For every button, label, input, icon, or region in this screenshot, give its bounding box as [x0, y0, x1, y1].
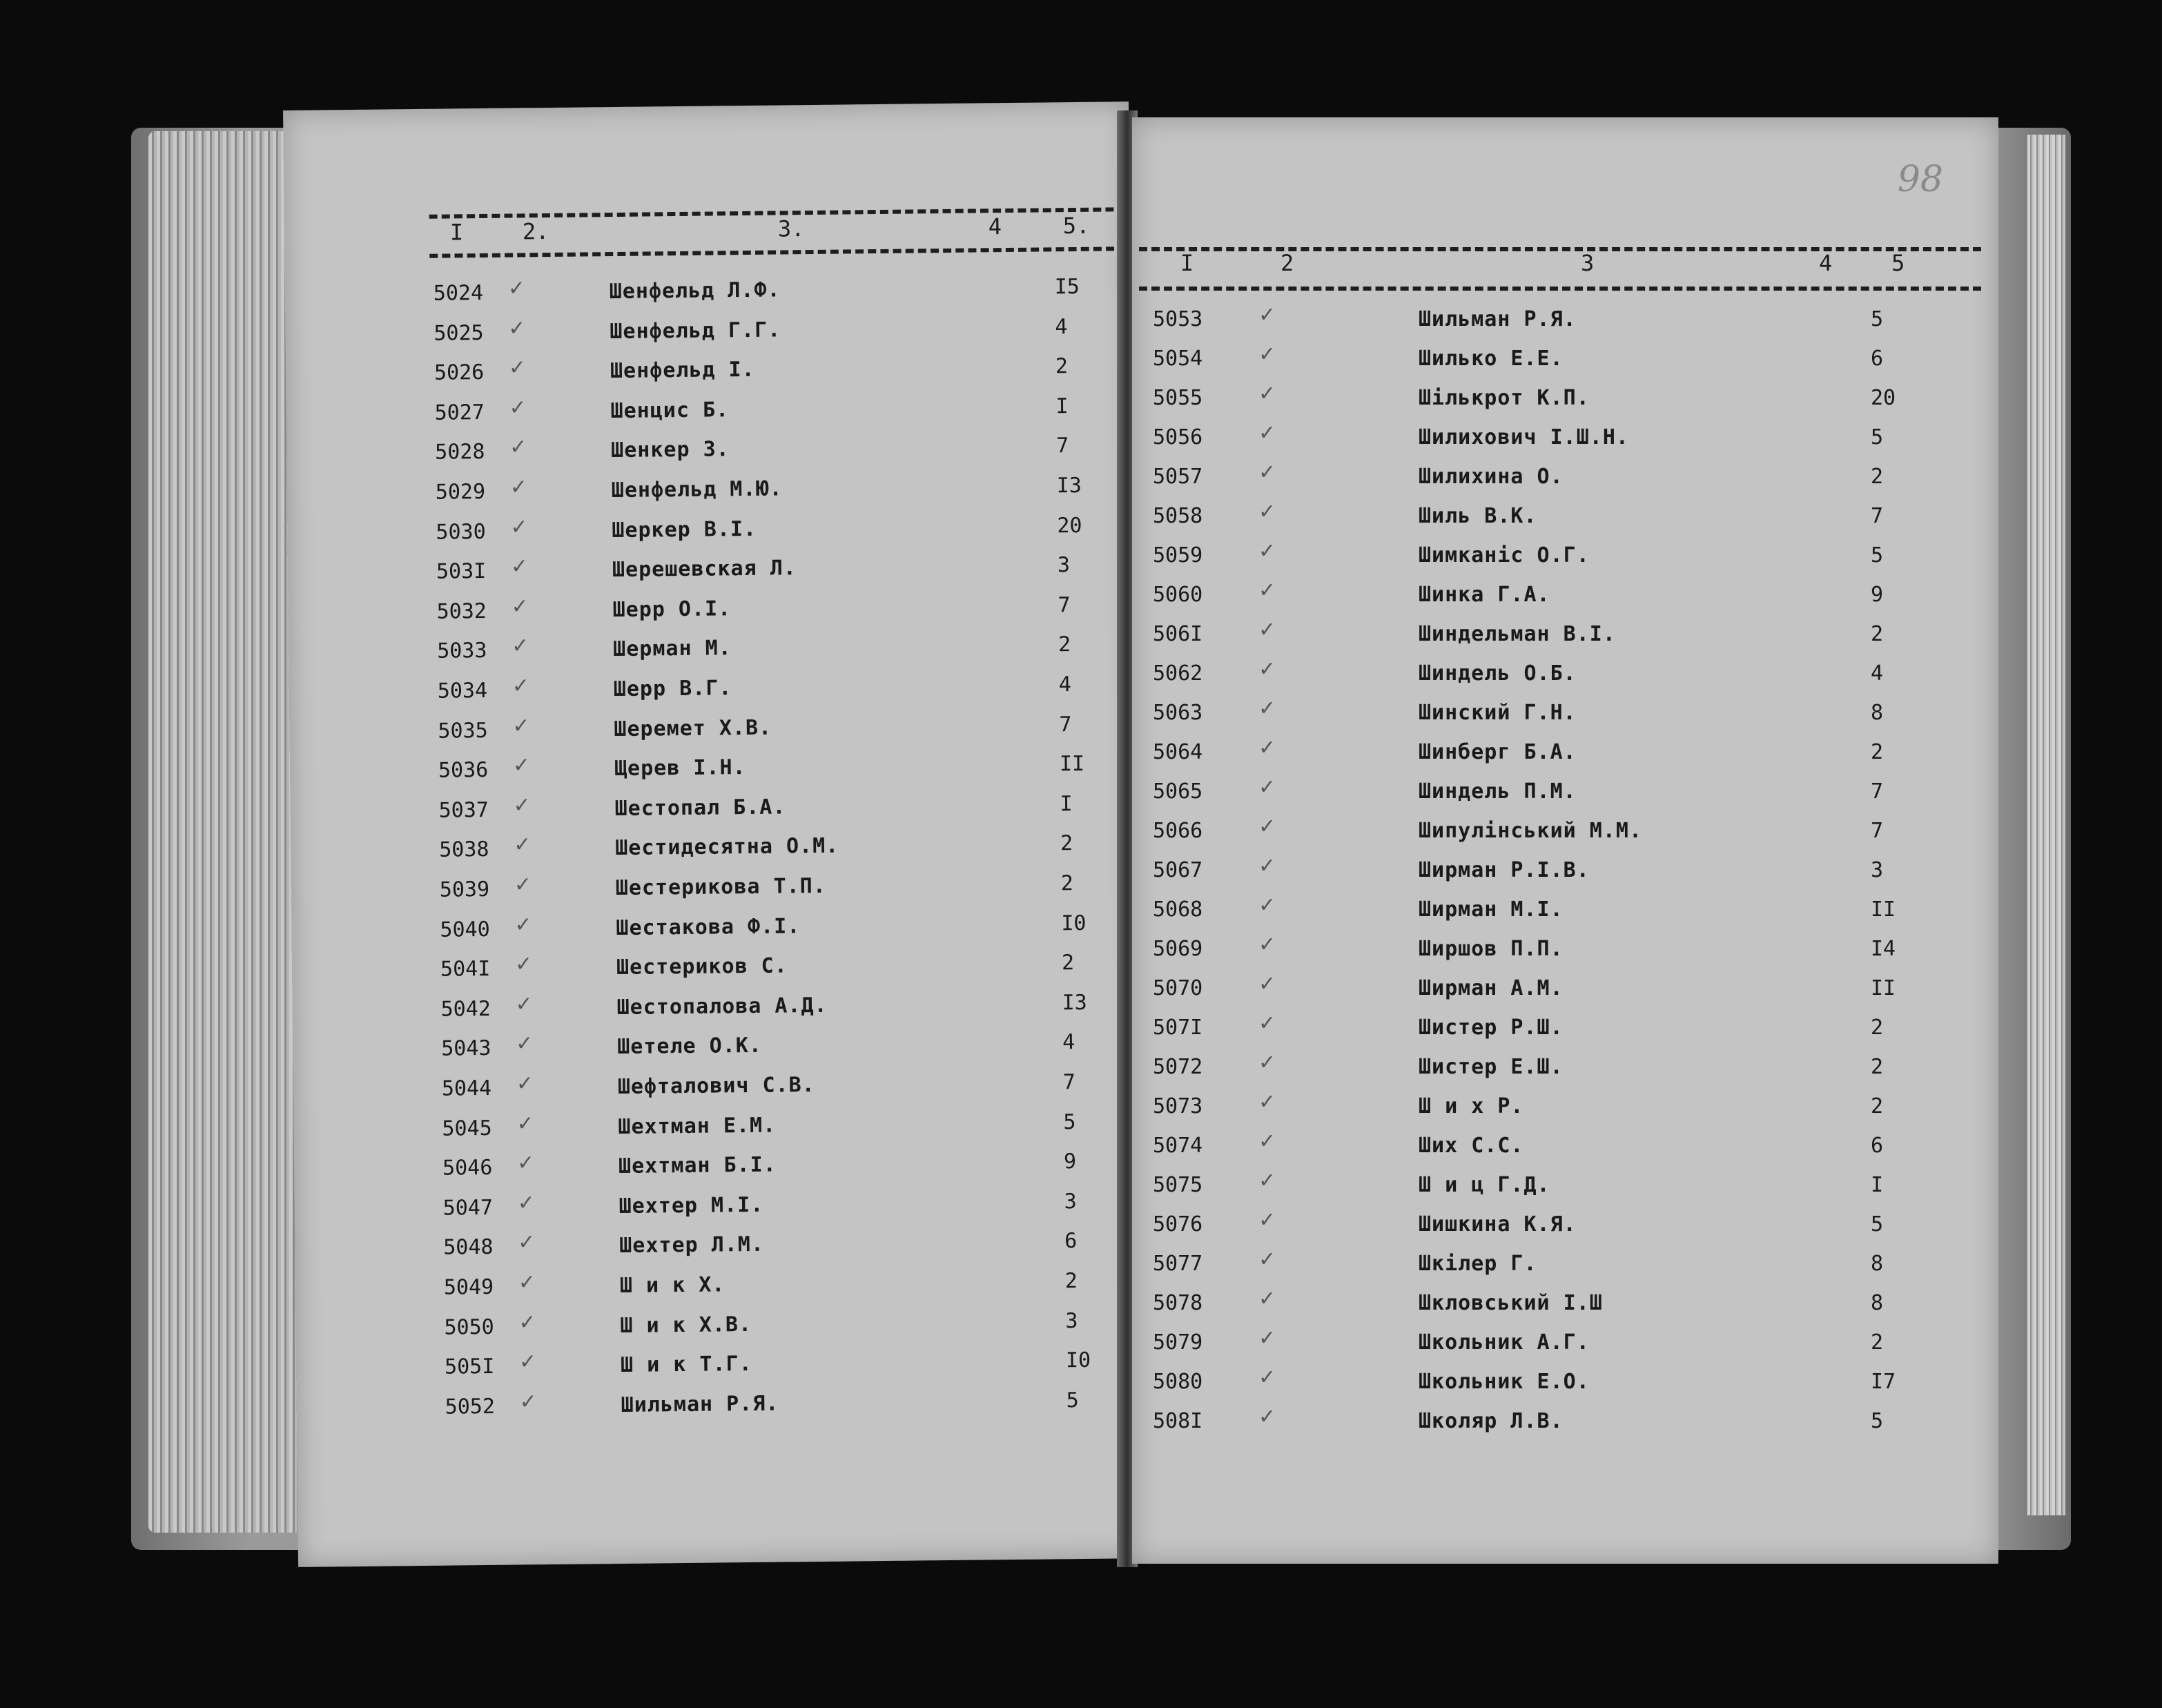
entry-number: 5028	[435, 440, 485, 465]
entry-number: 503I	[436, 559, 487, 584]
entry-number: 5033	[437, 639, 487, 664]
checkmark-icon: ✓	[518, 1227, 534, 1256]
entry-number: 5074	[1153, 1134, 1203, 1158]
entry-name: Шiлькрот К.П.	[1419, 386, 1590, 410]
header-rule-bottom	[429, 246, 1127, 258]
column-header-2: 2	[1280, 250, 1294, 276]
checkmark-icon: ✓	[512, 631, 527, 659]
entry-quantity: I4	[1871, 937, 1896, 961]
left-page	[283, 101, 1144, 1567]
header-rule-top	[1139, 247, 1981, 251]
checkmark-icon: ✓	[514, 710, 529, 739]
checkmark-icon: ✓	[520, 1347, 535, 1375]
checkmark-icon: ✓	[517, 1069, 532, 1097]
entry-number: 5040	[440, 917, 490, 942]
entry-quantity: 9	[1063, 1149, 1077, 1174]
checkmark-icon: ✓	[520, 1307, 535, 1336]
entry-name: Шилихович I.Ш.Н.	[1419, 425, 1629, 449]
entry-quantity: 7	[1871, 779, 1884, 804]
entry-quantity: I7	[1871, 1370, 1896, 1394]
entry-name: Шипулiнський М.М.	[1419, 819, 1643, 843]
entry-name: Шинка Г.А.	[1419, 583, 1550, 607]
entry-name: Шехтер М.I.	[619, 1192, 764, 1219]
checkmark-icon: ✓	[1260, 694, 1274, 721]
checkmark-icon: ✓	[1260, 930, 1274, 958]
checkmark-icon: ✓	[1260, 1245, 1274, 1272]
entry-number: 5039	[439, 877, 490, 902]
entry-quantity: 3	[1065, 1308, 1078, 1333]
checkmark-icon: ✓	[1260, 969, 1274, 997]
entry-name: Шенфельд М.Ю.	[611, 476, 783, 503]
checkmark-icon: ✓	[1260, 340, 1274, 367]
entry-quantity: II	[1871, 976, 1896, 1000]
entry-quantity: I5	[1054, 274, 1080, 300]
entry-quantity: 2	[1871, 1330, 1884, 1355]
column-header-1: I	[1180, 250, 1194, 276]
checkmark-icon: ✓	[1260, 812, 1274, 840]
entry-quantity: 2	[1871, 740, 1884, 764]
entry-number: 5056	[1153, 425, 1203, 449]
entry-number: 5080	[1153, 1370, 1203, 1394]
entry-number: 5045	[442, 1116, 492, 1141]
entry-number: 506I	[1153, 622, 1203, 646]
entry-quantity: II	[1871, 897, 1896, 922]
entry-quantity: 3	[1057, 553, 1071, 578]
entry-quantity: I3	[1062, 990, 1087, 1016]
entry-quantity: 8	[1871, 701, 1884, 725]
checkmark-icon: ✓	[1260, 1127, 1274, 1154]
entry-quantity: 2	[1064, 1269, 1078, 1294]
entry-quantity: 7	[1058, 592, 1071, 618]
entry-quantity: II	[1059, 752, 1085, 777]
checkmark-icon: ✓	[512, 552, 527, 580]
checkmark-icon: ✓	[1260, 1323, 1274, 1351]
checkmark-icon: ✓	[512, 512, 527, 541]
entry-name: Шеркер В.I.	[612, 516, 757, 543]
entry-number: 5026	[434, 360, 485, 385]
checkmark-icon: ✓	[510, 393, 525, 421]
entry-quantity: I	[1871, 1173, 1884, 1197]
entry-name: Шиль В.К.	[1419, 504, 1537, 528]
checkmark-icon: ✓	[1260, 418, 1274, 446]
entry-quantity: I0	[1065, 1348, 1091, 1373]
checkmark-icon: ✓	[516, 1029, 532, 1057]
entry-name: Шестерикова Т.П.	[615, 873, 826, 901]
entry-quantity: 2	[1058, 632, 1071, 657]
checkmark-icon: ✓	[518, 1188, 534, 1216]
entry-number: 5047	[442, 1195, 494, 1221]
entry-name: Шефталович С.В.	[617, 1073, 815, 1099]
entry-name: Шишкина К.Я.	[1419, 1212, 1577, 1236]
page-stack-right-edge	[2027, 135, 2065, 1515]
entry-number: 504I	[440, 957, 491, 982]
checkmark-icon: ✓	[1260, 1363, 1274, 1390]
entry-name: Шерешевская Л.	[612, 556, 797, 583]
entry-number: 5077	[1153, 1252, 1203, 1276]
entry-number: 5042	[440, 996, 491, 1022]
checkmark-icon: ✓	[516, 909, 531, 938]
column-header-4: 4	[988, 213, 1002, 240]
column-header-4: 4	[1819, 250, 1833, 276]
entry-name: Ш и к Т.Г.	[620, 1352, 752, 1378]
entry-quantity: 3	[1871, 858, 1884, 882]
checkmark-icon: ✓	[1260, 576, 1274, 603]
entry-name: Ширман А.М.	[1419, 976, 1564, 1000]
entry-quantity: 5	[1871, 1409, 1884, 1433]
checkmark-icon: ✓	[1260, 615, 1274, 643]
entry-number: 5060	[1153, 583, 1203, 607]
right-page	[1132, 117, 1998, 1564]
entry-quantity: 7	[1871, 819, 1884, 843]
header-rule-bottom	[1139, 287, 1981, 291]
column-header-2: 2.	[522, 217, 549, 245]
entry-number: 5069	[1153, 937, 1203, 961]
entry-number: 5027	[434, 400, 485, 425]
entry-quantity: 5	[1066, 1388, 1079, 1413]
entry-name: Шерр В.Г.	[613, 676, 732, 702]
entry-quantity: 4	[1058, 672, 1072, 697]
checkmark-icon: ✓	[1260, 654, 1274, 682]
entry-number: 5032	[436, 599, 487, 624]
entry-name: Школьник А.Г.	[1419, 1330, 1590, 1355]
entry-quantity: 20	[1871, 386, 1896, 410]
entry-name: Ширшов П.П.	[1419, 937, 1564, 961]
entry-quantity: I	[1055, 394, 1069, 419]
entry-quantity: 2	[1871, 465, 1884, 489]
column-header-5: 5	[1891, 250, 1905, 276]
entry-quantity: 7	[1055, 434, 1069, 458]
entry-number: 5070	[1153, 976, 1203, 1000]
entry-name: Шеремет Х.В.	[614, 715, 772, 741]
entry-quantity: 2	[1060, 871, 1074, 896]
entry-number: 5078	[1153, 1291, 1203, 1315]
checkmark-icon: ✓	[518, 1148, 533, 1176]
checkmark-icon: ✓	[514, 830, 529, 858]
entry-quantity: 8	[1871, 1291, 1884, 1315]
entry-name: Шильман Р.Я.	[621, 1391, 779, 1417]
column-header-5: 5.	[1062, 212, 1090, 240]
entry-number: 5068	[1153, 897, 1203, 922]
entry-number: 5072	[1153, 1055, 1203, 1079]
entry-quantity: 4	[1062, 1030, 1075, 1055]
entry-number: 5024	[433, 280, 484, 306]
entry-name: Ширман М.I.	[1419, 897, 1564, 922]
entry-number: 5049	[443, 1274, 494, 1300]
entry-number: 5055	[1153, 386, 1203, 410]
entry-name: Шистер Р.Ш.	[1419, 1016, 1564, 1040]
entry-quantity: 5	[1871, 425, 1884, 449]
entry-quantity: 4	[1055, 314, 1068, 339]
entry-number: 5050	[444, 1314, 494, 1340]
entry-name: Шестопал Б.А.	[614, 795, 786, 821]
entry-name: Ш и ц Г.Д.	[1419, 1173, 1550, 1197]
register-list-left	[283, 101, 1129, 1419]
entry-name: Шестидесятна О.М.	[615, 834, 839, 861]
entry-name: Шехтер Л.М.	[619, 1232, 765, 1259]
entry-name: Ш и х Р.	[1419, 1094, 1524, 1118]
checkmark-icon: ✓	[1260, 1402, 1274, 1430]
checkmark-icon: ✓	[513, 671, 528, 699]
checkmark-icon: ✓	[520, 1387, 536, 1415]
entry-quantity: 8	[1871, 1252, 1884, 1276]
entry-quantity: I3	[1056, 473, 1082, 498]
entry-number: 508I	[1153, 1409, 1203, 1433]
entry-name: Шиндельман В.I.	[1419, 622, 1616, 646]
entry-quantity: 5	[1063, 1109, 1076, 1134]
entry-quantity: I0	[1061, 911, 1087, 935]
entry-number: 5076	[1153, 1212, 1203, 1236]
checkmark-icon: ✓	[1260, 1284, 1274, 1312]
checkmark-icon: ✓	[1260, 1009, 1274, 1036]
entry-name: Шестериков С.	[616, 953, 788, 980]
entry-quantity: 5	[1871, 307, 1884, 331]
entry-name: Шенфельд Г.Г.	[610, 318, 781, 344]
checkmark-icon: ✓	[511, 472, 526, 501]
entry-name: Шилько Е.Е.	[1419, 347, 1564, 371]
checkmark-icon: ✓	[1260, 458, 1274, 485]
checkmark-icon: ✓	[514, 750, 529, 779]
entry-name: Ширман Р.I.В.	[1419, 858, 1590, 882]
checkmark-icon: ✓	[1260, 773, 1274, 800]
entry-quantity: 6	[1064, 1229, 1078, 1254]
entry-number: 5059	[1153, 543, 1203, 567]
entry-number: 5073	[1153, 1094, 1203, 1118]
entry-number: 5044	[441, 1076, 492, 1101]
entry-name: Шильман Р.Я.	[1419, 307, 1577, 331]
column-header-1: I	[449, 219, 464, 246]
entry-number: 5079	[1153, 1330, 1203, 1355]
entry-number: 5035	[438, 718, 488, 744]
entry-number: 5064	[1153, 740, 1203, 764]
entry-number: 5067	[1153, 858, 1203, 882]
entry-number: 505I	[444, 1355, 495, 1379]
checkmark-icon: ✓	[519, 1268, 534, 1296]
entry-name: Ш и к Х.В.	[620, 1312, 752, 1338]
entry-quantity: 20	[1057, 513, 1082, 538]
entry-quantity: 2	[1061, 951, 1075, 976]
entry-name: Шетеле О.К.	[617, 1033, 763, 1060]
checkmark-icon: ✓	[1260, 536, 1274, 564]
entry-name: Шерр О.I.	[612, 596, 732, 622]
entry-number: 5075	[1153, 1173, 1203, 1197]
checkmark-icon: ✓	[509, 313, 525, 342]
entry-name: Шерман М.	[613, 636, 732, 662]
entry-number: 5065	[1153, 779, 1203, 804]
entry-name: Ш и к Х.	[619, 1272, 725, 1298]
checkmark-icon: ✓	[1260, 1048, 1274, 1076]
checkmark-icon: ✓	[1260, 379, 1274, 407]
entry-quantity: 5	[1871, 1212, 1884, 1236]
entry-name: Шенкер З.	[611, 437, 730, 463]
checkmark-icon: ✓	[1260, 733, 1274, 761]
checkmark-icon: ✓	[515, 870, 530, 898]
checkmark-icon: ✓	[1260, 891, 1274, 918]
entry-number: 5053	[1153, 307, 1203, 331]
entry-number: 507I	[1153, 1016, 1203, 1040]
checkmark-icon: ✓	[1260, 1166, 1274, 1194]
checkmark-icon: ✓	[1260, 300, 1274, 328]
entry-number: 5058	[1153, 504, 1203, 528]
checkmark-icon: ✓	[516, 989, 532, 1018]
checkmark-icon: ✓	[1260, 851, 1274, 879]
column-header-3: 3	[1581, 250, 1595, 276]
entry-number: 5063	[1153, 701, 1203, 725]
entry-number: 5046	[442, 1156, 493, 1181]
entry-name: Шехтман Е.М.	[618, 1113, 777, 1139]
checkmark-icon: ✓	[1260, 1087, 1274, 1115]
checkmark-icon: ✓	[516, 949, 531, 978]
entry-quantity: I	[1060, 791, 1073, 817]
entry-number: 5066	[1153, 819, 1203, 843]
checkmark-icon: ✓	[1260, 497, 1274, 525]
entry-quantity: 4	[1871, 661, 1884, 686]
entry-number: 5036	[438, 758, 489, 783]
entry-name: Шкiлер Г.	[1419, 1252, 1537, 1276]
entry-quantity: 5	[1871, 543, 1884, 567]
checkmark-icon: ✓	[518, 1108, 533, 1137]
table-row	[283, 101, 1129, 306]
page-stack-left-edge	[148, 131, 297, 1533]
entry-quantity: 2	[1871, 622, 1884, 646]
entry-number: 5043	[441, 1036, 491, 1062]
entry-name: Шилихина О.	[1419, 465, 1564, 489]
entry-quantity: 3	[1064, 1189, 1077, 1214]
entry-quantity: 9	[1871, 583, 1884, 607]
entry-number: 5034	[437, 678, 488, 703]
entry-quantity: 7	[1871, 504, 1884, 528]
entry-quantity: 2	[1871, 1055, 1884, 1079]
entry-number: 5052	[445, 1394, 496, 1419]
entry-name: Шинберг Б.А.	[1419, 740, 1577, 764]
entry-number: 5048	[443, 1235, 494, 1261]
page-number: 98	[1897, 159, 1943, 200]
entry-quantity: 7	[1062, 1070, 1076, 1095]
entry-name: Шинский Г.Н.	[1419, 701, 1577, 725]
entry-name: Шимканiс О.Г.	[1419, 543, 1590, 567]
entry-quantity: 6	[1871, 347, 1884, 371]
entry-quantity: 2	[1055, 354, 1069, 379]
entry-name: Шестакова Ф.I.	[616, 913, 801, 940]
entry-name: Шиндель П.М.	[1419, 779, 1577, 804]
entry-name: Шенцис Б.	[610, 398, 730, 423]
entry-name: Шистер Е.Ш.	[1419, 1055, 1564, 1079]
entry-quantity: 2	[1871, 1016, 1884, 1040]
entry-name: Шенфельд I.	[610, 358, 755, 384]
checkmark-icon: ✓	[509, 273, 524, 302]
entry-number: 5062	[1153, 661, 1203, 686]
entry-name: Шенфельд Л.Ф.	[609, 278, 781, 304]
checkmark-icon: ✓	[1260, 1205, 1274, 1233]
entry-name: Шкловський I.Ш	[1419, 1291, 1603, 1315]
column-header-3: 3.	[777, 215, 805, 242]
entry-number: 5054	[1153, 347, 1203, 371]
entry-number: 5038	[439, 837, 489, 863]
entry-name: Шехтман Б.I.	[618, 1152, 777, 1179]
checkmark-icon: ✓	[509, 353, 525, 381]
entry-name: Шиндель О.Б.	[1419, 661, 1577, 686]
entry-name: Школьник Е.О.	[1419, 1370, 1590, 1394]
entry-number: 5030	[436, 519, 486, 545]
entry-quantity: 2	[1060, 831, 1073, 856]
entry-name: Ших С.С.	[1419, 1134, 1524, 1158]
entry-name: Школяр Л.В.	[1419, 1409, 1564, 1433]
checkmark-icon: ✓	[512, 592, 527, 620]
entry-name: Щерев I.Н.	[614, 755, 746, 782]
entry-number: 5037	[438, 797, 489, 823]
entry-name: Шестопалова А.Д.	[616, 993, 828, 1020]
entry-quantity: 2	[1871, 1094, 1884, 1118]
entry-number: 5029	[435, 479, 486, 505]
checkmark-icon: ✓	[514, 790, 529, 819]
entry-quantity: 7	[1059, 712, 1072, 737]
entry-number: 5025	[434, 320, 484, 346]
entry-number: 5057	[1153, 465, 1203, 489]
checkmark-icon: ✓	[510, 432, 525, 460]
entry-quantity: 6	[1871, 1134, 1884, 1158]
